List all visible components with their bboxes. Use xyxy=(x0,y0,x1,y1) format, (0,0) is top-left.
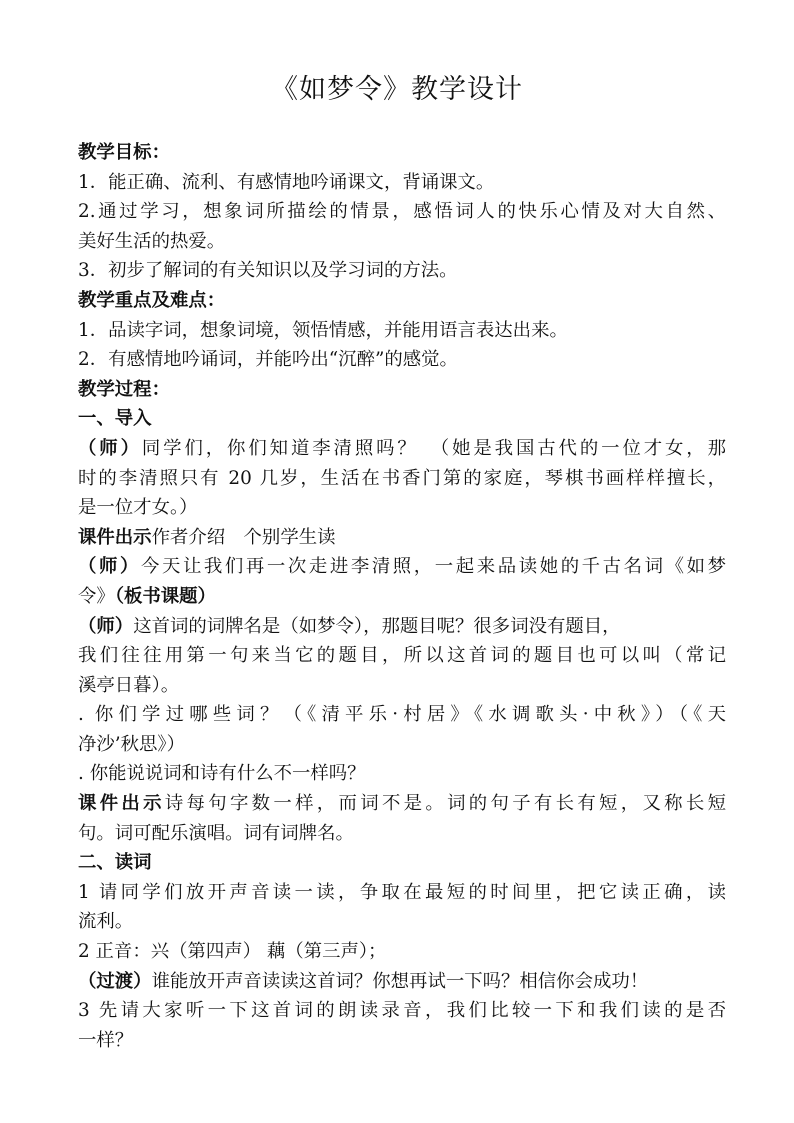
question-1-line-2: 净沙’秋思》） xyxy=(78,733,185,755)
teacher-tag: （师） xyxy=(78,556,141,578)
courseware-2-line-2: 句。词可配乐演唱。词有词牌名。 xyxy=(78,822,354,844)
objective-item-2-line-2: 美好生活的热爱。 xyxy=(78,230,226,252)
document-body xyxy=(78,138,726,1055)
teacher-tag: （师） xyxy=(78,437,142,459)
read-step-2: 2 正音：兴（第四声） 藕（第三声）； xyxy=(78,941,387,963)
document-title: 《如梦令》教学设计 xyxy=(271,74,523,105)
teacher-tag: （师） xyxy=(78,615,134,637)
read-step-3-line-2: 一样？ xyxy=(78,1029,134,1051)
read-step-1-line-2: 流利。 xyxy=(78,911,134,933)
paragraph-3-text: 这首词的词牌名是（如梦令），那题目呢？很多词没有题目， xyxy=(133,615,621,637)
courseware-tag: 课件出示 xyxy=(78,793,165,815)
key-point-item-2: 2．有感情地吟诵词，并能吟出“沉醉”的感觉。 xyxy=(78,349,458,371)
paragraph-1-line-1 xyxy=(78,434,726,464)
courseware-2-text: 诗每句字数一样，而词不是。词的句子有长有短，又称长短 xyxy=(164,793,726,815)
question-2: . 你能说说词和诗有什么不一样吗？ xyxy=(78,763,366,785)
paragraph-2-line-1 xyxy=(78,552,726,582)
paragraph-2-line-2 xyxy=(78,582,726,612)
courseware-2-line-1 xyxy=(78,789,726,819)
courseware-line xyxy=(78,523,726,553)
read-step-3-line-1: 3 先请大家听一下这首词的朗读录音，我们比较一下和我们读的是否 xyxy=(78,1000,726,1022)
transition-tag: （过渡） xyxy=(78,970,152,992)
paragraph-2-text: 今天让我们再一次走进李清照，一起来品读她的千古名词《如梦 xyxy=(140,556,726,578)
transition-text: 谁能放开声音读读这首词？你想再试一下吗？相信你会成功！ xyxy=(151,970,649,992)
board-title-note: （板书课题） xyxy=(114,585,216,607)
objectives-heading: 教学目标： xyxy=(78,142,170,163)
section-intro-heading: 一、导入 xyxy=(78,408,152,430)
transition-line xyxy=(78,967,726,997)
courseware-text: 作者介绍 个别学生读 xyxy=(151,526,336,548)
paragraph-3-line-1 xyxy=(78,612,726,642)
section-read-heading: 二、读词 xyxy=(78,852,152,874)
question-1-line-1: . 你们学过哪些词？（《清平乐·村居》《水调歌头·中秋》）（《天 xyxy=(78,704,726,726)
key-points-heading: 教学重点及难点： xyxy=(78,289,226,311)
key-point-item-1: 1．品读字词，想象词境，领悟情感，并能用语言表达出来。 xyxy=(78,319,568,341)
paragraph-1-line-3: 是一位才女。） xyxy=(78,497,198,519)
paragraph-3-line-3: 溪亭日暮）。 xyxy=(78,674,180,696)
paragraph-2-text-end: 令》 xyxy=(78,585,115,607)
paragraph-3-line-2: 我们往往用第一句来当它的题目，所以这首词的题目也可以叫（常记 xyxy=(78,645,726,667)
paragraph-1-text: 同学们，你们知道李清照吗？ （她是我国古代的一位才女，那 xyxy=(141,437,726,459)
paragraph-1-line-2: 时的李清照只有 20 几岁，生活在书香门第的家庭，琴棋书画样样擅长， xyxy=(78,467,726,489)
objective-item-2-line-1: 2.通过学习，想象词所描绘的情景，感悟词人的快乐心情及对大自然、 xyxy=(78,201,726,223)
objective-item-3: 3．初步了解词的有关知识以及学习词的方法。 xyxy=(78,260,458,282)
read-step-1-line-1: 1 请同学们放开声音读一读，争取在最短的时间里，把它读正确，读 xyxy=(78,881,726,903)
objective-item-1: 1．能正确、流利、有感情地吟诵课文，背诵课文。 xyxy=(78,171,495,193)
courseware-tag: 课件出示 xyxy=(78,526,152,548)
process-heading: 教学过程： xyxy=(78,378,170,400)
